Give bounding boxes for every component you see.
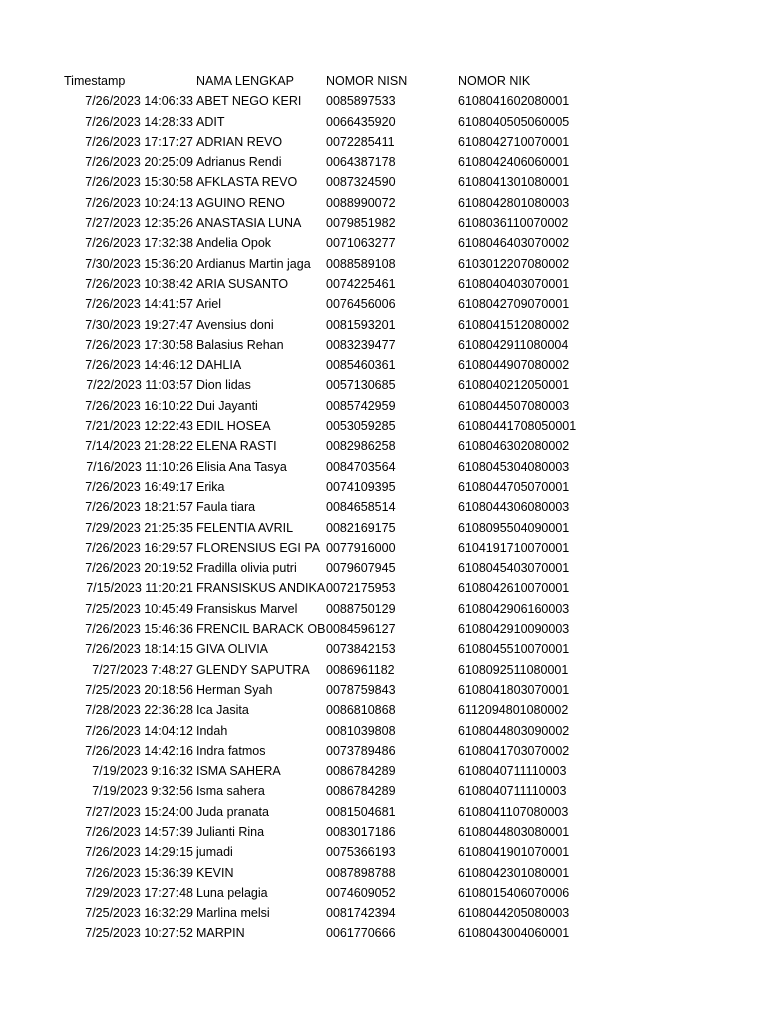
cell-nik: 6108042910090003 [458, 622, 570, 637]
header-timestamp: Timestamp [64, 74, 126, 88]
cell-nik: 6108040403070001 [458, 276, 570, 291]
cell-nisn: 0074109395 [326, 479, 396, 494]
cell-nik: 6108041901070001 [458, 845, 570, 860]
cell-timestamp: 7/26/2023 16:10:22 [85, 398, 193, 413]
table-row [0, 274, 768, 294]
cell-name: ADRIAN REVO [196, 134, 283, 149]
cell-name: Luna pelagia [196, 885, 268, 900]
cell-name: KEVIN [196, 865, 234, 880]
cell-nik: 6108044205080003 [458, 906, 570, 921]
table-row [0, 457, 768, 477]
cell-nisn: 0088589108 [326, 256, 396, 271]
header-name: NAMA LENGKAP [196, 74, 294, 88]
cell-name: ADIT [196, 114, 225, 129]
cell-nisn: 0077916000 [326, 540, 396, 555]
cell-nik: 6108044705070001 [458, 479, 570, 494]
cell-timestamp: 7/19/2023 9:16:32 [92, 764, 193, 779]
cell-nik: 6108041803070001 [458, 682, 570, 697]
cell-name: Erika [196, 479, 225, 494]
table-row [0, 700, 768, 720]
cell-timestamp: 7/21/2023 12:22:43 [85, 419, 193, 434]
cell-timestamp: 7/16/2023 11:10:26 [86, 459, 193, 474]
cell-timestamp: 7/26/2023 18:14:15 [85, 642, 193, 657]
cell-name: FRANSISKUS ANDIKA [196, 581, 326, 596]
table-row [0, 863, 768, 883]
cell-nisn: 0088990072 [326, 195, 396, 210]
cell-nisn: 0076456006 [326, 297, 396, 312]
cell-nik: 6108092511080001 [458, 662, 569, 677]
cell-name: Indah [196, 723, 228, 738]
table-body [0, 91, 768, 943]
cell-timestamp: 7/26/2023 14:06:33 [85, 94, 193, 109]
cell-nik: 6108046302080002 [458, 439, 570, 454]
cell-nik: 6108041301080001 [458, 175, 570, 190]
cell-nisn: 0086784289 [326, 784, 396, 799]
cell-timestamp: 7/26/2023 15:36:39 [85, 865, 193, 880]
table-row [0, 903, 768, 923]
cell-name: DAHLIA [196, 358, 242, 373]
cell-nisn: 0073789486 [326, 743, 396, 758]
cell-nik: 6108042801080003 [458, 195, 570, 210]
table-row [0, 578, 768, 598]
cell-timestamp: 7/26/2023 14:46:12 [85, 358, 193, 373]
cell-timestamp: 7/26/2023 15:46:36 [85, 622, 193, 637]
cell-timestamp: 7/26/2023 16:49:17 [85, 479, 193, 494]
table-row [0, 639, 768, 659]
cell-timestamp: 7/25/2023 20:18:56 [85, 682, 193, 697]
cell-name: ANASTASIA LUNA [196, 216, 302, 231]
cell-nisn: 0084596127 [326, 622, 396, 637]
cell-name: Herman Syah [196, 682, 273, 697]
cell-nik: 6108042709070001 [458, 297, 570, 312]
cell-name: FRENCIL BARACK OB [196, 622, 326, 637]
cell-name: Fradilla olivia putri [196, 561, 297, 576]
cell-nisn: 0066435920 [326, 114, 396, 129]
cell-name: MARPIN [196, 926, 245, 941]
cell-nik: 6108036110070002 [458, 216, 569, 231]
cell-nisn: 0074225461 [326, 276, 396, 291]
cell-timestamp: 7/28/2023 22:36:28 [85, 703, 193, 718]
table-row [0, 538, 768, 558]
table-row [0, 132, 768, 152]
cell-timestamp: 7/26/2023 15:30:58 [85, 175, 193, 190]
cell-nik: 6108042906160003 [458, 601, 570, 616]
cell-nik: 6108041512080002 [458, 317, 570, 332]
table-row [0, 619, 768, 639]
cell-nik: 6108042911080004 [458, 337, 569, 352]
table-row [0, 416, 768, 436]
cell-nisn: 0079851982 [326, 216, 396, 231]
cell-timestamp: 7/25/2023 16:32:29 [85, 906, 193, 921]
cell-nik: 6108044306080003 [458, 500, 570, 515]
cell-nik: 6103012207080002 [458, 256, 570, 271]
cell-nik: 6108041107080003 [458, 804, 569, 819]
cell-nik: 6104191710070001 [458, 540, 570, 555]
header-nik: NOMOR NIK [458, 74, 531, 88]
table-row [0, 518, 768, 538]
cell-nisn: 0075366193 [326, 845, 396, 860]
cell-nisn: 0081504681 [326, 804, 396, 819]
cell-name: Dui Jayanti [196, 398, 258, 413]
cell-timestamp: 7/27/2023 7:48:27 [92, 662, 193, 677]
cell-name: FLORENSIUS EGI PA [196, 540, 321, 555]
cell-nik: 61080441708050001 [458, 419, 577, 434]
table-row [0, 761, 768, 781]
cell-nik: 6108044803080001 [458, 824, 570, 839]
cell-timestamp: 7/25/2023 10:27:52 [85, 926, 193, 941]
table-row [0, 660, 768, 680]
cell-name: ELENA RASTI [196, 439, 277, 454]
table-row [0, 842, 768, 862]
cell-timestamp: 7/26/2023 18:21:57 [85, 500, 193, 515]
cell-name: Marlina melsi [196, 906, 270, 921]
cell-timestamp: 7/26/2023 20:25:09 [85, 155, 193, 170]
cell-name: Ariel [196, 297, 222, 312]
header-row [0, 71, 768, 91]
cell-timestamp: 7/15/2023 11:20:21 [86, 581, 193, 596]
cell-nisn: 0085460361 [326, 358, 396, 373]
cell-name: Julianti Rina [196, 824, 265, 839]
cell-nisn: 0057130685 [326, 378, 396, 393]
cell-name: Ica Jasita [196, 703, 249, 718]
cell-nisn: 0053059285 [326, 419, 396, 434]
cell-nisn: 0072175953 [326, 581, 396, 596]
table-row [0, 497, 768, 517]
cell-nik: 6108040711110003 [458, 764, 567, 779]
cell-nik: 6108042710070001 [458, 134, 570, 149]
cell-nisn: 0086961182 [326, 662, 395, 677]
table-row [0, 233, 768, 253]
cell-nik: 6112094801080002 [458, 703, 569, 718]
cell-nik: 6108045304080003 [458, 459, 570, 474]
cell-nik: 6108040711110003 [458, 784, 567, 799]
cell-name: Andelia Opok [196, 236, 272, 251]
cell-timestamp: 7/30/2023 19:27:47 [85, 317, 193, 332]
table-row [0, 335, 768, 355]
cell-name: Balasius Rehan [196, 337, 284, 352]
header-nisn: NOMOR NISN [326, 74, 408, 88]
cell-name: Adrianus Rendi [196, 155, 282, 170]
cell-timestamp: 7/29/2023 21:25:35 [85, 520, 193, 535]
cell-timestamp: 7/14/2023 21:28:22 [85, 439, 193, 454]
cell-nisn: 0085742959 [326, 398, 396, 413]
cell-nisn: 0078759843 [326, 682, 396, 697]
cell-timestamp: 7/25/2023 10:45:49 [85, 601, 193, 616]
table-row [0, 112, 768, 132]
cell-nisn: 0081742394 [326, 906, 396, 921]
cell-name: Isma sahera [196, 784, 265, 799]
cell-timestamp: 7/26/2023 14:42:16 [85, 743, 193, 758]
cell-nisn: 0073842153 [326, 642, 396, 657]
cell-timestamp: 7/26/2023 17:30:58 [85, 337, 193, 352]
cell-timestamp: 7/26/2023 14:04:12 [85, 723, 193, 738]
cell-nisn: 0071063277 [326, 236, 396, 251]
cell-timestamp: 7/26/2023 14:28:33 [85, 114, 193, 129]
cell-name: ISMA SAHERA [196, 764, 281, 779]
cell-nisn: 0064387178 [326, 155, 396, 170]
cell-timestamp: 7/26/2023 17:17:27 [85, 134, 193, 149]
cell-nisn: 0081039808 [326, 723, 396, 738]
cell-nisn: 0087898788 [326, 865, 396, 880]
cell-nik: 6108040505060005 [458, 114, 570, 129]
table-row [0, 923, 768, 943]
cell-nik: 6108041602080001 [458, 94, 570, 109]
table-row [0, 822, 768, 842]
cell-name: GIVA OLIVIA [196, 642, 269, 657]
cell-timestamp: 7/30/2023 15:36:20 [85, 256, 193, 271]
table-row [0, 172, 768, 192]
table-row [0, 599, 768, 619]
table-row [0, 781, 768, 801]
cell-nik: 6108044507080003 [458, 398, 570, 413]
cell-timestamp: 7/27/2023 15:24:00 [85, 804, 193, 819]
table-row [0, 721, 768, 741]
cell-timestamp: 7/26/2023 10:38:42 [85, 276, 193, 291]
table-row [0, 91, 768, 111]
table-row [0, 213, 768, 233]
cell-nik: 6108040212050001 [458, 378, 570, 393]
cell-name: Juda pranata [196, 804, 269, 819]
cell-nisn: 0082169175 [326, 520, 396, 535]
cell-timestamp: 7/27/2023 12:35:26 [85, 216, 193, 231]
cell-nisn: 0081593201 [326, 317, 396, 332]
cell-name: Avensius doni [196, 317, 274, 332]
table-row [0, 436, 768, 456]
table-row [0, 802, 768, 822]
cell-name: ARIA SUSANTO [196, 276, 289, 291]
cell-name: AFKLASTA REVO [196, 175, 298, 190]
cell-name: AGUINO RENO [196, 195, 285, 210]
cell-name: EDIL HOSEA [196, 419, 271, 434]
cell-nisn: 0084703564 [326, 459, 396, 474]
cell-nisn: 0088750129 [326, 601, 396, 616]
cell-name: Faula tiara [196, 500, 256, 515]
table-row [0, 741, 768, 761]
table-row [0, 558, 768, 578]
cell-name: Dion lidas [196, 378, 251, 393]
cell-nisn: 0083017186 [326, 824, 396, 839]
spreadsheet [0, 71, 768, 944]
cell-nik: 6108042610070001 [458, 581, 570, 596]
cell-timestamp: 7/26/2023 14:41:57 [85, 297, 193, 312]
cell-timestamp: 7/26/2023 17:32:38 [85, 236, 193, 251]
cell-timestamp: 7/26/2023 14:29:15 [85, 845, 193, 860]
cell-name: ABET NEGO KERI [196, 94, 302, 109]
cell-timestamp: 7/22/2023 11:03:57 [86, 378, 193, 393]
cell-nisn: 0074609052 [326, 885, 396, 900]
cell-nik: 6108041703070002 [458, 743, 570, 758]
cell-nisn: 0085897533 [326, 94, 396, 109]
cell-nik: 6108042301080001 [458, 865, 570, 880]
cell-name: Fransiskus Marvel [196, 601, 298, 616]
cell-nisn: 0083239477 [326, 337, 396, 352]
cell-nisn: 0072285411 [326, 134, 395, 149]
cell-nisn: 0079607945 [326, 561, 396, 576]
table-row [0, 883, 768, 903]
cell-name: Ardianus Martin jaga [196, 256, 311, 271]
cell-timestamp: 7/19/2023 9:32:56 [92, 784, 193, 799]
cell-nisn: 0082986258 [326, 439, 396, 454]
cell-nik: 6108015406070006 [458, 885, 570, 900]
cell-name: FELENTIA AVRIL [196, 520, 294, 535]
table-row [0, 355, 768, 375]
cell-nisn: 0086810868 [326, 703, 396, 718]
table-row [0, 294, 768, 314]
cell-name: Elisia Ana Tasya [196, 459, 287, 474]
table-row [0, 315, 768, 335]
table-row [0, 396, 768, 416]
cell-nik: 6108045403070001 [458, 561, 570, 576]
cell-timestamp: 7/26/2023 20:19:52 [85, 561, 193, 576]
cell-timestamp: 7/29/2023 17:27:48 [85, 885, 193, 900]
cell-nisn: 0061770666 [326, 926, 396, 941]
cell-timestamp: 7/26/2023 10:24:13 [85, 195, 193, 210]
cell-nik: 6108044803090002 [458, 723, 570, 738]
cell-nik: 6108095504090001 [458, 520, 570, 535]
table-row [0, 152, 768, 172]
cell-nik: 6108044907080002 [458, 358, 570, 373]
table-row [0, 254, 768, 274]
table-row [0, 477, 768, 497]
cell-nik: 6108043004060001 [458, 926, 570, 941]
cell-nik: 6108046403070002 [458, 236, 570, 251]
table-row [0, 680, 768, 700]
cell-nik: 6108042406060001 [458, 155, 570, 170]
cell-timestamp: 7/26/2023 16:29:57 [85, 540, 193, 555]
cell-nisn: 0087324590 [326, 175, 396, 190]
cell-timestamp: 7/26/2023 14:57:39 [85, 824, 193, 839]
table-row [0, 193, 768, 213]
cell-name: Indra fatmos [196, 743, 266, 758]
cell-nisn: 0086784289 [326, 764, 396, 779]
cell-nisn: 0084658514 [326, 500, 396, 515]
cell-name: jumadi [196, 845, 233, 860]
table-row [0, 375, 768, 395]
cell-name: GLENDY SAPUTRA [196, 662, 310, 677]
cell-nik: 6108045510070001 [458, 642, 570, 657]
